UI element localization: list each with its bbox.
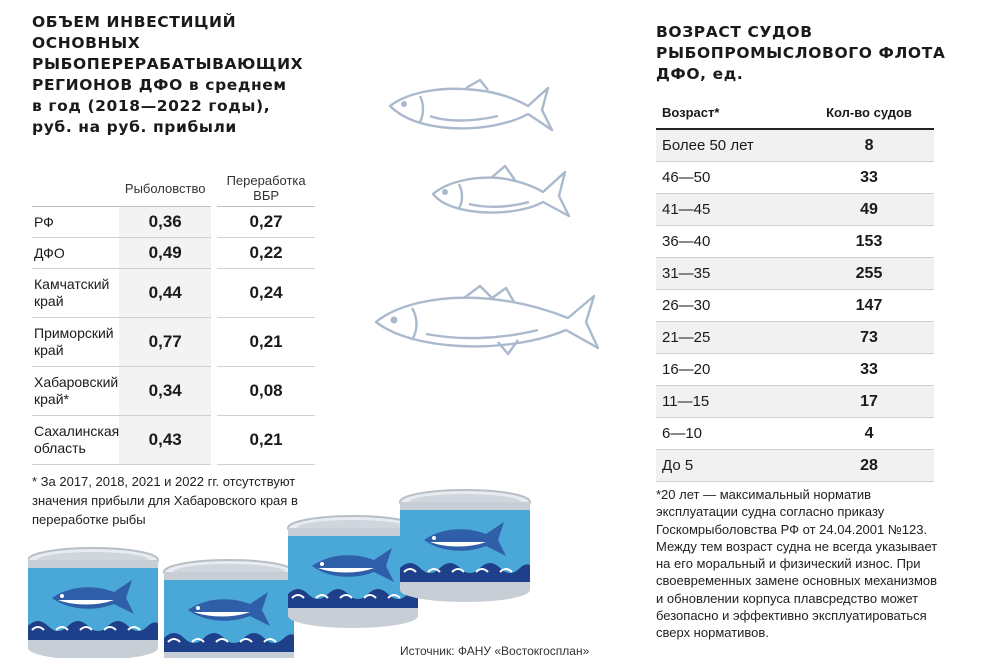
fleet-age-footnote: *20 лет — максимальный норматив эксплуатации судна согласно приказу Госкомрыболовства РФ от 24.04.2001 №123. Между тем возраст судна не всегда указывает на его моральный и физический износ. При своевременных замене основных механизмов и обновлении корпуса плавсредство может безопасно и эффективно эксплуатироваться сверх нормативов. bbox=[656, 487, 938, 641]
title-line: ОБЪЕМ ИНВЕСТИЦИЙ bbox=[32, 13, 237, 31]
table-row bbox=[656, 418, 934, 450]
region-name: ДФО bbox=[32, 238, 119, 269]
fleet-age-title bbox=[656, 22, 976, 85]
table-row bbox=[656, 129, 934, 162]
tuna-can-icon bbox=[288, 516, 418, 628]
age-cell: До 5 bbox=[656, 450, 804, 482]
title-line: РЫБОПЕРЕРАБАТЫВАЮЩИХ bbox=[32, 55, 304, 73]
column-header-region bbox=[32, 170, 119, 207]
investment-footnote: * За 2017, 2018, 2021 и 2022 гг. отсутствуют значения прибыли для Хабаровского края в переработке рыбы bbox=[32, 474, 298, 527]
table-row bbox=[656, 290, 934, 322]
age-cell: 36—40 bbox=[656, 226, 804, 258]
fleet-age-table bbox=[656, 96, 934, 482]
table-row bbox=[32, 416, 315, 465]
count-cell: 4 bbox=[804, 418, 934, 450]
fish-outline-icon bbox=[368, 282, 603, 362]
table-row bbox=[32, 367, 315, 416]
region-name: Сахалинская область bbox=[32, 416, 119, 465]
count-cell: 33 bbox=[804, 354, 934, 386]
processing-value: 0,24 bbox=[214, 269, 315, 318]
investment-table bbox=[32, 170, 315, 465]
table-row bbox=[656, 258, 934, 290]
processing-value: 0,27 bbox=[214, 207, 315, 238]
tuna-can-icon bbox=[400, 490, 530, 602]
fishing-value: 0,49 bbox=[119, 238, 214, 269]
age-cell: 6—10 bbox=[656, 418, 804, 450]
age-cell: 11—15 bbox=[656, 386, 804, 418]
count-cell: 8 bbox=[804, 129, 934, 162]
age-cell: 31—35 bbox=[656, 258, 804, 290]
count-cell: 73 bbox=[804, 322, 934, 354]
age-cell: 26—30 bbox=[656, 290, 804, 322]
processing-value: 0,08 bbox=[214, 367, 315, 416]
table-row bbox=[656, 322, 934, 354]
column-header-processing: Переработка ВБР bbox=[214, 170, 315, 207]
tuna-can-icon bbox=[28, 548, 158, 658]
age-cell: 21—25 bbox=[656, 322, 804, 354]
table-row bbox=[656, 386, 934, 418]
count-cell: 17 bbox=[804, 386, 934, 418]
title-line: ВОЗРАСТ СУДОВ bbox=[656, 23, 813, 41]
fish-outline-icon bbox=[425, 150, 575, 230]
column-header-count: Кол-во судов bbox=[804, 96, 934, 129]
table-row bbox=[32, 269, 315, 318]
fishing-value: 0,44 bbox=[119, 269, 214, 318]
age-cell: 41—45 bbox=[656, 194, 804, 226]
count-cell: 153 bbox=[804, 226, 934, 258]
count-cell: 28 bbox=[804, 450, 934, 482]
table-row bbox=[656, 226, 934, 258]
fishing-value: 0,43 bbox=[119, 416, 214, 465]
tuna-can-icon bbox=[164, 560, 294, 658]
count-cell: 147 bbox=[804, 290, 934, 322]
investment-title bbox=[32, 12, 332, 138]
count-cell: 33 bbox=[804, 162, 934, 194]
fish-outline-icon bbox=[380, 72, 560, 142]
age-cell: 16—20 bbox=[656, 354, 804, 386]
column-header-fishing: Рыболовство bbox=[119, 170, 214, 207]
title-line: в год (2018—2022 годы), bbox=[32, 97, 271, 115]
table-row bbox=[656, 450, 934, 482]
source-caption: Источник: ФАНУ «Востокгосплан» bbox=[400, 644, 590, 658]
fishing-value: 0,36 bbox=[119, 207, 214, 238]
tuna-cans-illustration bbox=[28, 488, 628, 658]
region-name: РФ bbox=[32, 207, 119, 238]
table-row bbox=[656, 194, 934, 226]
region-name: Приморский край bbox=[32, 318, 119, 367]
table-row bbox=[656, 354, 934, 386]
title-line: руб. на руб. прибыли bbox=[32, 118, 237, 136]
table-row bbox=[656, 162, 934, 194]
title-line: РЕГИОНОВ ДФО в среднем bbox=[32, 76, 287, 94]
table-header-row bbox=[656, 96, 934, 129]
table-row bbox=[32, 238, 315, 269]
title-line: ОСНОВНЫХ bbox=[32, 34, 141, 52]
region-name: Хабаровский край* bbox=[32, 367, 119, 416]
processing-value: 0,21 bbox=[214, 318, 315, 367]
fishing-value: 0,77 bbox=[119, 318, 214, 367]
table-row bbox=[32, 318, 315, 367]
table-row bbox=[32, 207, 315, 238]
column-header-age: Возраст* bbox=[656, 96, 804, 129]
processing-value: 0,22 bbox=[214, 238, 315, 269]
count-cell: 49 bbox=[804, 194, 934, 226]
fishing-value: 0,34 bbox=[119, 367, 214, 416]
region-name: Камчатский край bbox=[32, 269, 119, 318]
age-cell: Более 50 лет bbox=[656, 129, 804, 162]
count-cell: 255 bbox=[804, 258, 934, 290]
age-cell: 46—50 bbox=[656, 162, 804, 194]
title-line: РЫБОПРОМЫСЛОВОГО ФЛОТА bbox=[656, 44, 946, 62]
title-line: ДФО, ед. bbox=[656, 65, 744, 83]
table-header-row bbox=[32, 170, 315, 207]
processing-value: 0,21 bbox=[214, 416, 315, 465]
